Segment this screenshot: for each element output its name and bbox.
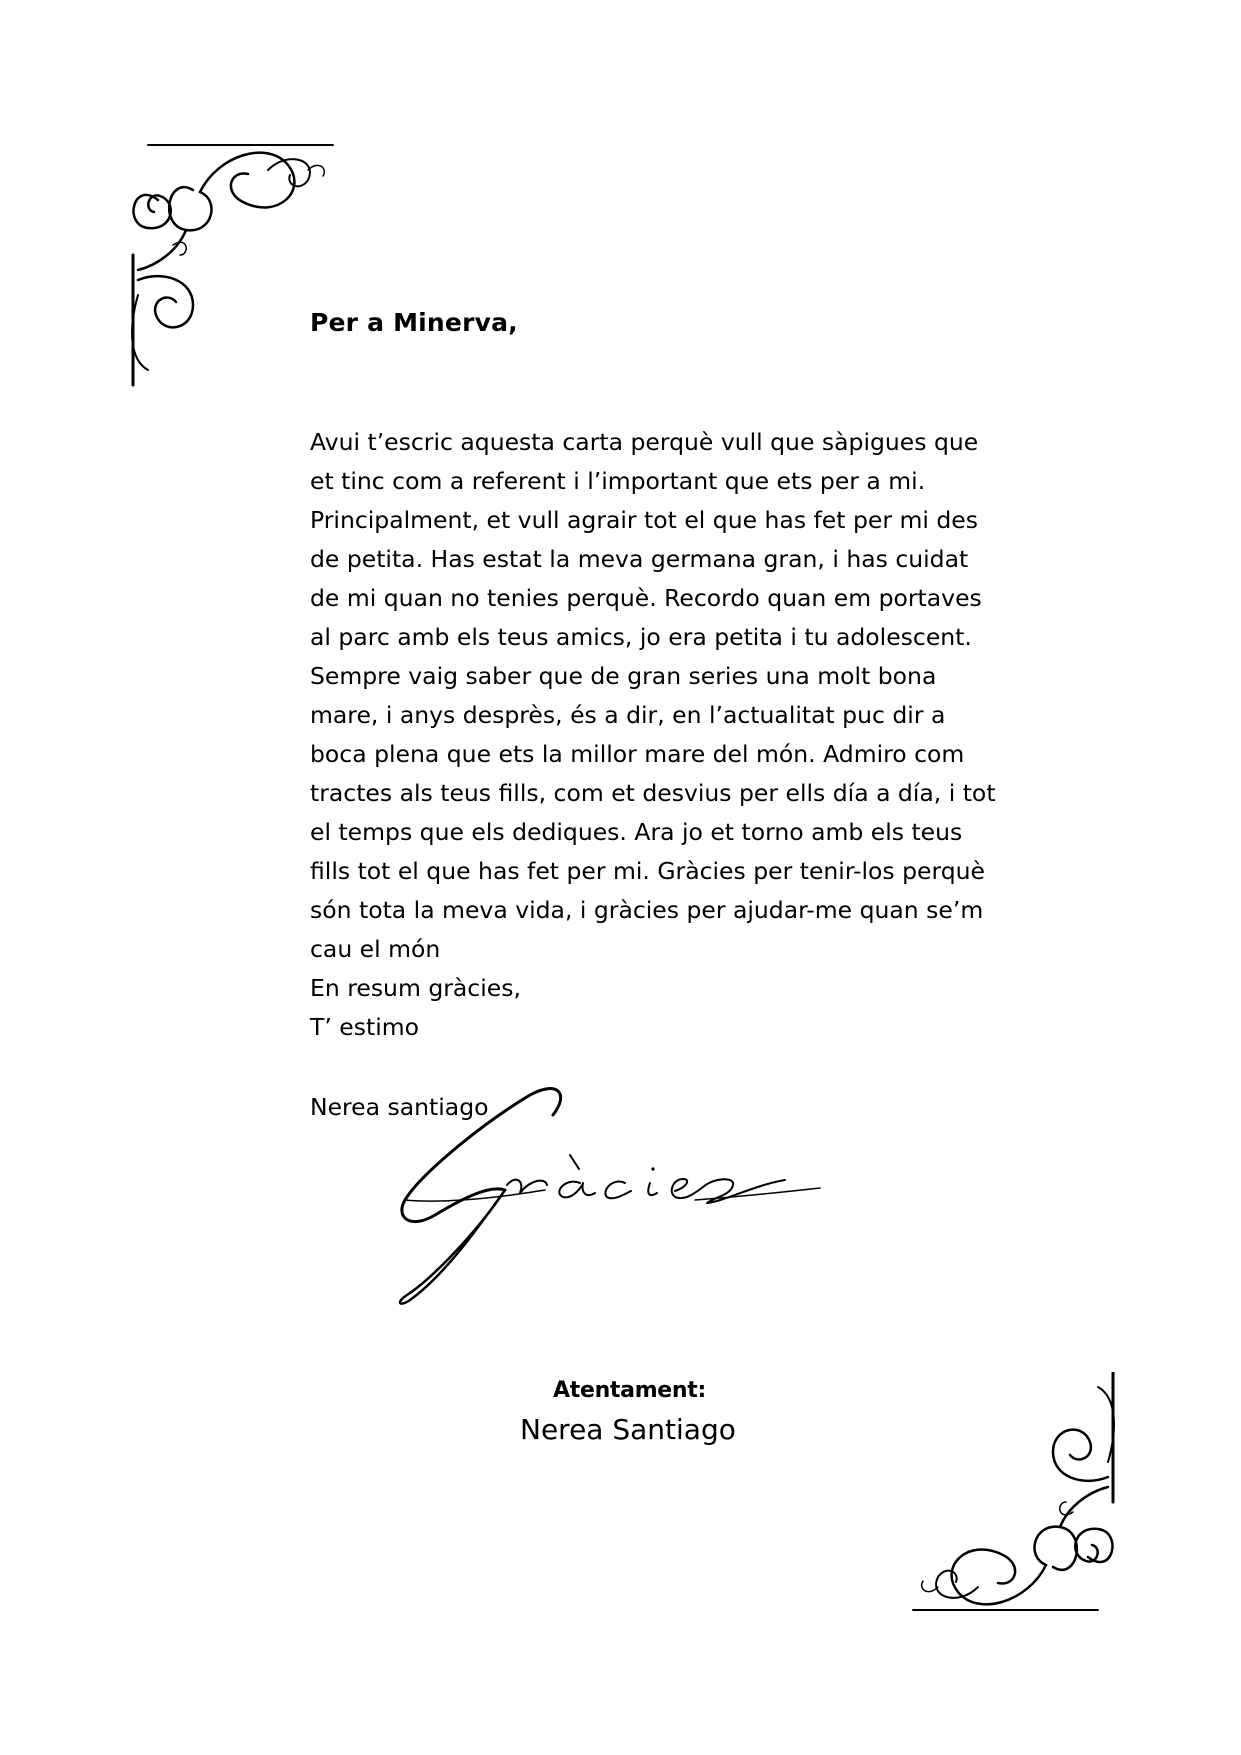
body-line: T’ estimo [310,1013,420,1041]
body-line: de mi quan no tenies perquè. Recordo quan em portaves [310,584,982,612]
body-line: el temps que els dediques. Ara jo et torno amb els teus [310,818,963,846]
closing-name: Nerea Santiago [520,1413,736,1446]
letter-body [310,423,996,1047]
body-line: de petita. Has estat la meva germana gran, i has cuidat [310,545,969,573]
closing-label: Atentament: [553,1378,707,1403]
body-line: En resum gràcies, [310,974,521,1002]
body-line: cau el món [310,935,441,963]
body-line: tractes als teus fills, com et desvius per ells día a día, i tot [310,779,996,807]
body-line: fills tot el que has fet per mi. Gràcies per tenir-los perquè [310,857,985,885]
body-line: mare, i anys desprès, és a dir, en l’actualitat puc dir a [310,701,946,729]
body-line: et tinc com a referent i l’important que ets per a mi. [310,467,926,495]
signature-name: Nerea santiago [310,1093,489,1121]
body-line: són tota la meva vida, i gràcies per ajudar-me quan se’m [310,896,984,924]
body-line: Principalment, et vull agrair tot el que has fet per mi des [310,506,978,534]
body-line: Sempre vaig saber que de gran series una molt bona [310,662,937,690]
body-line: al parc amb els teus amics, jo era petita i tu adolescent. [310,623,972,651]
top-left-flourish-ornament [118,130,338,390]
letter-greeting: Per a Minerva, [310,308,518,337]
body-line: Avui t’escric aquesta carta perquè vull que sàpigues que [310,428,979,456]
body-line: boca plena que ets la millor mare del món. Admiro com [310,740,965,768]
script-gracies-lettering [395,1085,875,1325]
bottom-right-flourish-ornament [908,1372,1128,1627]
